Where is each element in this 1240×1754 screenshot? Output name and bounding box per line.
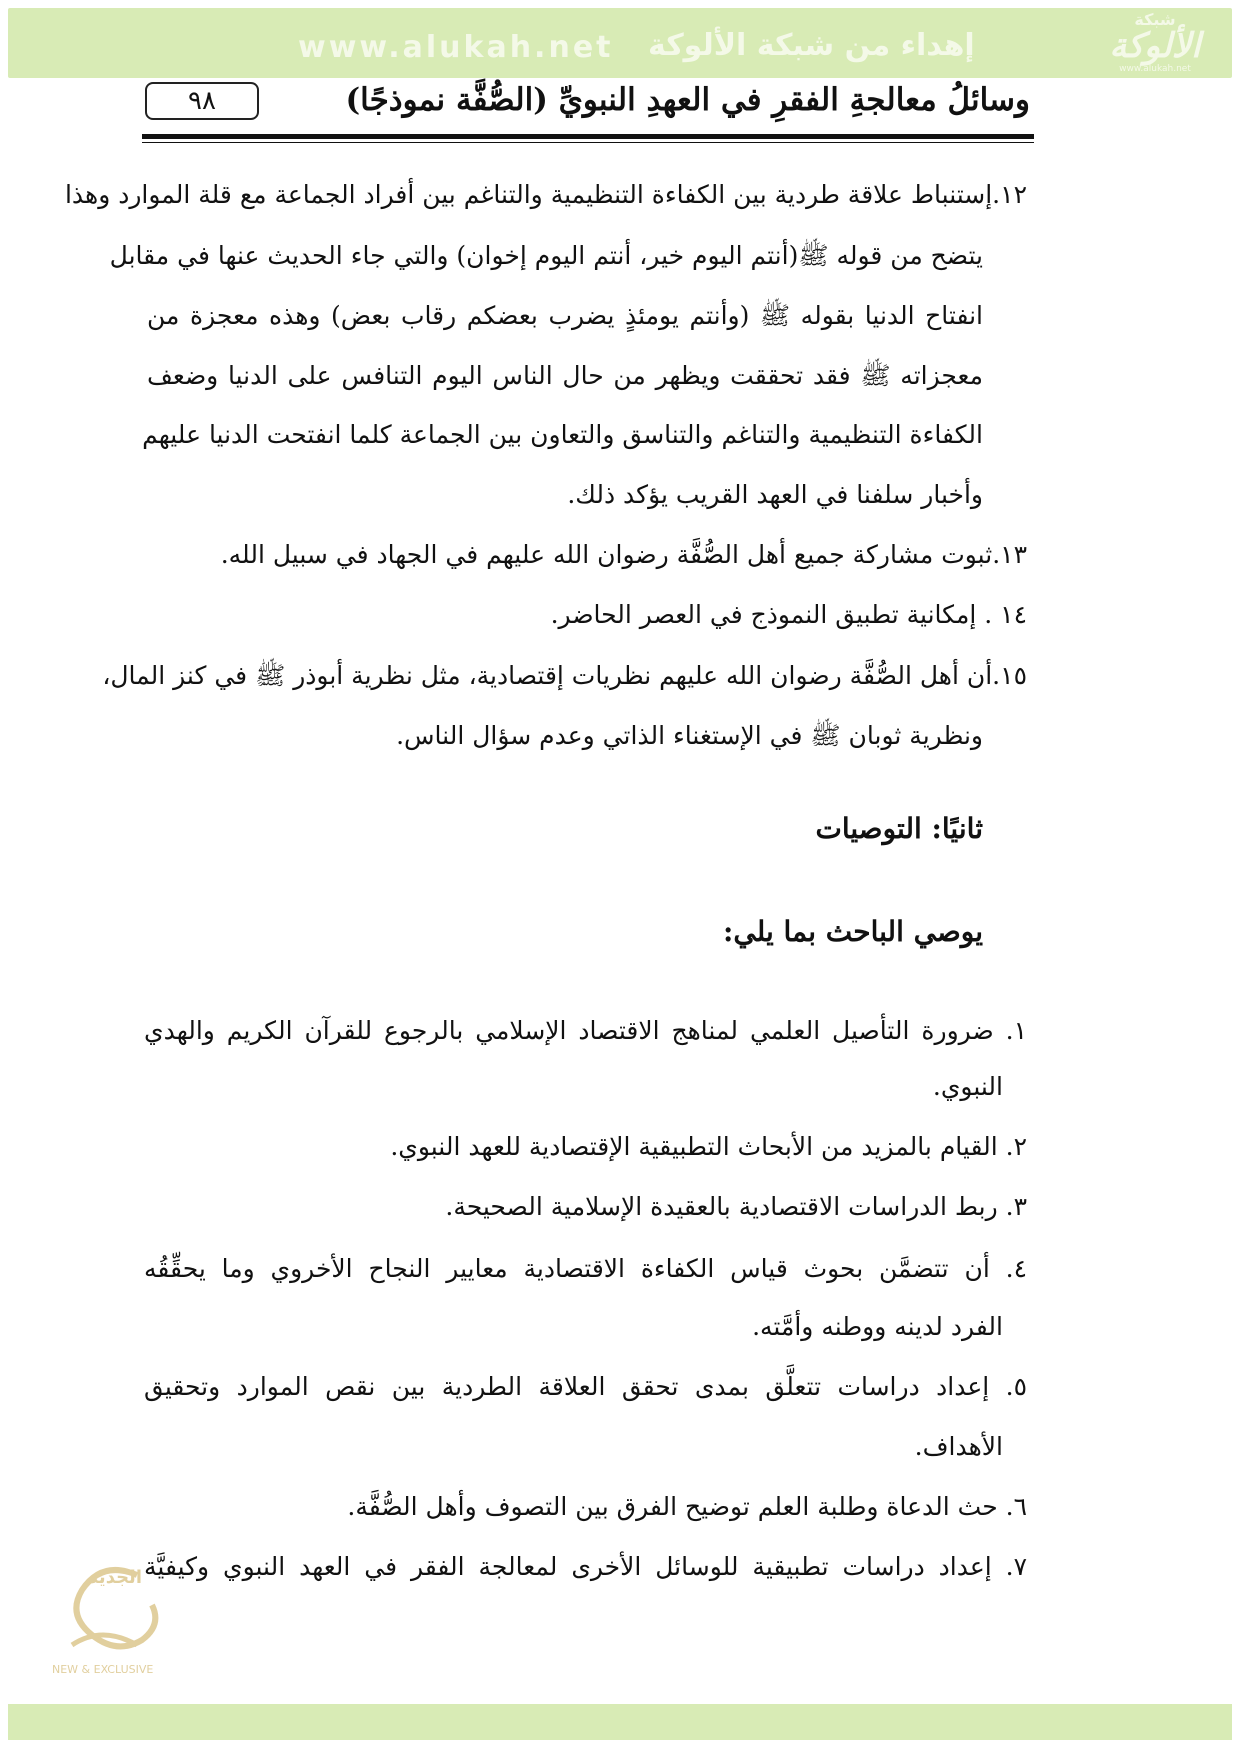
logo-label-top: الجديد	[88, 1567, 142, 1588]
logo-top-text: شبكة	[1134, 10, 1176, 29]
recommendation-item: ٥. إعداد دراسات تتعلَّق بمدى تحقق العلاقة الطردية بين نقص الموارد وتحقيق	[144, 1372, 1027, 1401]
list-item: يتضح من قوله ﷺ(أنتم اليوم خير، أنتم اليوم إخوان) والتي جاء الحديث عنها في مقابل	[109, 241, 983, 270]
recommendation-item: ٤. أن تتضمَّن بحوث قياس الكفاءة الاقتصادية معايير النجاح الأخروي وما يحقِّقُه	[144, 1254, 1027, 1283]
list-item: انفتاح الدنيا بقوله ﷺ (وأنتم يومئذٍ يضرب بعضكم رقاب بعض) وهذه معجزة من	[147, 301, 983, 330]
recommendation-item: ٣. ربط الدراسات الاقتصادية بالعقيدة الإسلامية الصحيحة.	[445, 1192, 1027, 1221]
logo-label-bottom: NEW & EXCLUSIVE	[52, 1663, 154, 1676]
header-rule-thin	[142, 142, 1034, 143]
recommendation-item: ٢. القيام بالمزيد من الأبحاث التطبيقية الإقتصادية للعهد النبوي.	[390, 1132, 1027, 1161]
recommendations-intro: يوصي الباحث بما يلي:	[723, 915, 983, 948]
list-item: ١٢.إستنباط علاقة طردية بين الكفاءة التنظيمية والتناغم بين أفراد الجماعة مع قلة الموارد وهذا	[64, 180, 1027, 209]
recommendation-item: ٧. إعداد دراسات تطبيقية للوسائل الأخرى لمعالجة الفقر في العهد النبوي وكيفيَّة	[144, 1552, 1027, 1581]
recommendation-item: الفرد لدينه ووطنه وأمَّته.	[752, 1312, 1003, 1341]
recommendation-item: النبوي.	[932, 1072, 1003, 1101]
list-item: ونظرية ثوبان ﷺ في الإستغناء الذاتي وعدم سؤال الناس.	[396, 721, 983, 750]
logo-url-text: www.alukah.net	[1119, 64, 1191, 74]
top-banner	[8, 8, 1232, 78]
banner-url[interactable]: www.alukah.net	[298, 30, 614, 65]
list-item: ١٥.أن أهل الصُّفَّة رضوان الله عليهم نظريات إقتصادية، مثل نظرية أبوذر ﷺ في كنز المال،	[102, 661, 1027, 690]
banner-gift-text: إهداء من شبكة الألوكة	[648, 28, 975, 63]
list-item: معجزاته ﷺ فقد تحققت ويظهر من حال الناس اليوم التنافس على الدنيا وضعف	[147, 361, 983, 390]
list-item: وأخبار سلفنا في العهد القريب يؤكد ذلك.	[567, 480, 983, 509]
recommendation-item: الأهداف.	[914, 1432, 1003, 1461]
recommendation-item: ٦. حث الدعاة وطلبة العلم توضيح الفرق بين التصوف وأهل الصُّفَّة.	[347, 1492, 1027, 1521]
bottom-banner	[8, 1704, 1232, 1740]
alukah-logo	[1090, 12, 1220, 80]
logo-main-text: الألوكة	[1109, 26, 1201, 66]
page-title: وسائلُ معالجةِ الفقرِ في العهدِ النبويِّ (الصُّفَّة نموذجًا)	[345, 82, 1030, 118]
page-number: ٩٨	[145, 82, 259, 120]
recommendation-item: ١. ضرورة التأصيل العلمي لمناهج الاقتصاد الإسلامي بالرجوع للقرآن الكريم والهدي	[144, 1016, 1027, 1045]
section-heading: ثانيًا: التوصيات	[815, 812, 983, 845]
list-item: ١٤ . إمكانية تطبيق النموذج في العصر الحاضر.	[550, 600, 1027, 629]
new-exclusive-logo	[42, 1555, 192, 1680]
list-item: الكفاءة التنظيمية والتناغم والتناسق والتعاون بين الجماعة كلما انفتحت الدنيا عليهم	[142, 420, 983, 449]
list-item: ١٣.ثبوت مشاركة جميع أهل الصُّفَّة رضوان الله عليهم في الجهاد في سبيل الله.	[220, 540, 1027, 569]
header-rule	[142, 134, 1034, 139]
